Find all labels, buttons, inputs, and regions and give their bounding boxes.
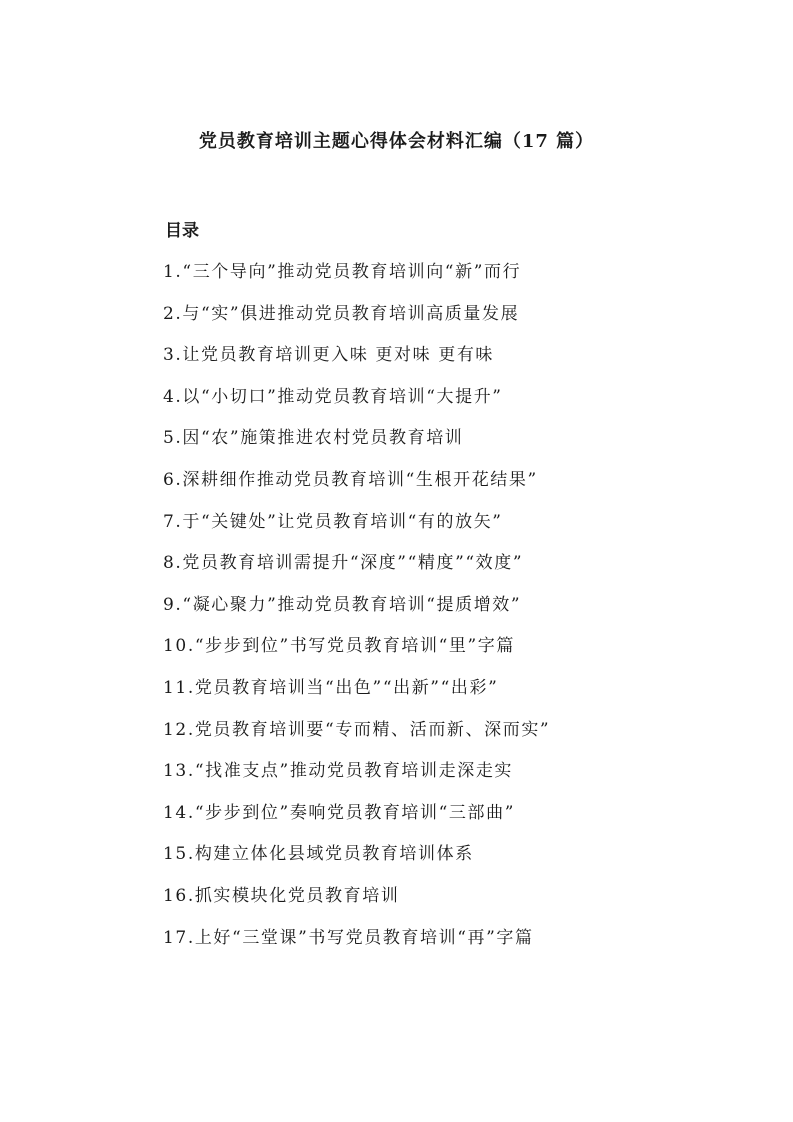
toc-item: 6.深耕细作推动党员教育培训“生根开花结果” <box>163 469 538 490</box>
toc-item: 14.“步步到位”奏响党员教育培训“三部曲” <box>163 802 515 823</box>
table-of-contents <box>163 256 663 963</box>
toc-item: 17.上好“三堂课”书写党员教育培训“再”字篇 <box>163 927 534 948</box>
toc-item: 3.让党员教育培训更入味 更对味 更有味 <box>163 345 495 366</box>
toc-item: 7.于“关键处”让党员教育培训“有的放矢” <box>163 511 503 532</box>
toc-item: 9.“凝心聚力”推动党员教育培训“提质增效” <box>163 594 522 615</box>
toc-item: 2.与“实”俱进推动党员教育培训高质量发展 <box>163 303 520 324</box>
toc-item: 15.构建立体化县域党员教育培训体系 <box>163 844 474 865</box>
toc-item: 1.“三个导向”推动党员教育培训向“新”而行 <box>163 262 522 282</box>
toc-item: 5.因“农”施策推进农村党员教育培训 <box>163 428 464 449</box>
toc-item: 13.“找准支点”推动党员教育培训走深走实 <box>163 761 514 782</box>
toc-item: 11.党员教育培训当“出色”“出新”“出彩” <box>163 677 499 698</box>
toc-item: 8.党员教育培训需提升“深度”“精度”“效度” <box>163 553 524 574</box>
toc-item: 16.抓实模块化党员教育培训 <box>163 885 400 906</box>
document-title: 党员教育培训主题心得体会材料汇编（17 篇） <box>198 131 595 152</box>
toc-heading: 目录 <box>165 221 199 241</box>
toc-item: 12.党员教育培训要“专而精、活而新、深而实” <box>163 719 551 740</box>
toc-item: 4.以“小切口”推动党员教育培训“大提升” <box>163 386 503 407</box>
toc-item: 10.“步步到位”书写党员教育培训“里”字篇 <box>163 636 515 657</box>
